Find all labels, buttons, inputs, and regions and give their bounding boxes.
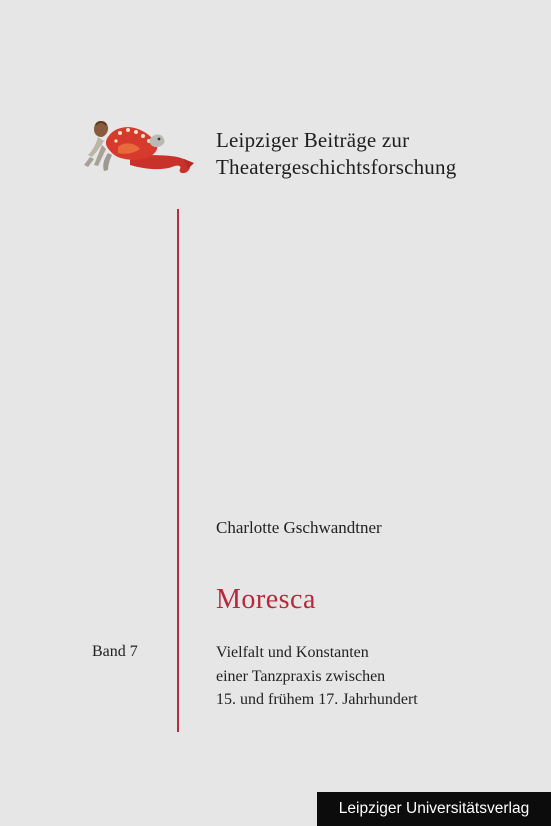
publisher-label: Leipziger Universitätsverlag <box>317 792 551 826</box>
vertical-divider <box>177 209 179 732</box>
volume-number: Band 7 <box>92 643 138 660</box>
series-title <box>216 127 456 181</box>
subtitle-line-1: Vielfalt und Konstanten <box>216 644 369 661</box>
book-subtitle <box>216 641 418 712</box>
book-title: Moresca <box>216 584 316 615</box>
subtitle-line-3: 15. und frühem 17. Jahrhundert <box>216 691 418 708</box>
subtitle-line-2: einer Tanzpraxis zwischen <box>216 667 386 685</box>
series-title-line-1: Leipziger Beiträge zur <box>216 128 410 152</box>
author-name: Charlotte Gschwandtner <box>216 518 382 537</box>
series-title-line-2: Theatergeschichtsforschung <box>216 155 457 179</box>
dragon-illustration-icon <box>80 113 200 183</box>
